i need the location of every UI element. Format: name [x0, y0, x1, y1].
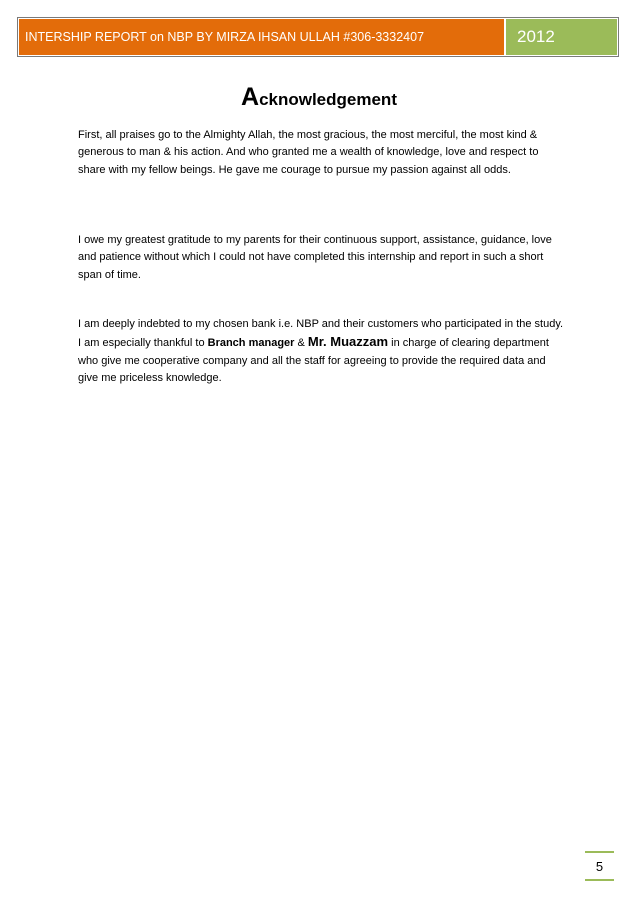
paragraph-bank-text-2: &	[294, 337, 308, 350]
page-header	[17, 17, 619, 57]
header-year: 2012	[505, 18, 618, 56]
page-title-initial: A	[241, 83, 260, 111]
page-title-rest: cknowledgement	[259, 90, 397, 109]
muazzam-name: Mr. Muazzam	[307, 334, 389, 350]
paragraph-bank-text-1: I am deeply indebted to my chosen bank i.e. NBP and their customers who participated in the study. I am especially thankful to	[78, 318, 564, 350]
header-title: INTERSHIP REPORT on NBP BY MIRZA IHSAN ULLAH #306-3332407	[18, 18, 505, 56]
branch-manager-name: Branch manager	[207, 337, 295, 350]
paragraph-parents: I owe my greatest gratitude to my parents for their continuous support, assistance, guidance, love and patience without which I could not have completed this internship and report in such a short span of time.	[78, 234, 552, 281]
paragraph-praise: First, all praises go to the Almighty Allah, the most gracious, the most merciful, the most kind & generous to man & his action. And who granted me a wealth of knowledge, love and respect to share with my fellow beings. He gave me courage to pursue my passion against all odds.	[78, 129, 539, 176]
paragraph-bank-text-3: in charge of clearing department who give me cooperative company and all the staff for agreeing to provide the required data and give me priceless knowledge.	[78, 337, 549, 384]
page-number: 5	[585, 851, 614, 881]
page-title	[0, 83, 638, 112]
paragraph-bank	[78, 316, 568, 387]
